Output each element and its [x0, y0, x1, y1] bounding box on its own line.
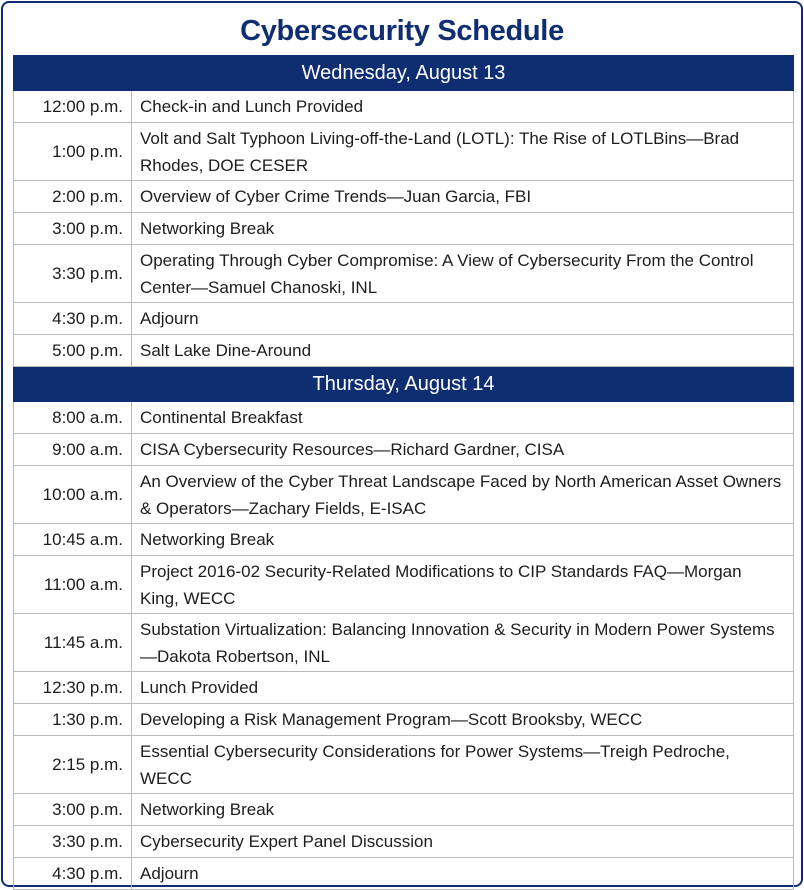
event-time: 2:00 p.m.	[14, 181, 132, 213]
page-title: Cybersecurity Schedule	[240, 15, 564, 47]
event-time: 12:30 p.m.	[14, 672, 132, 704]
event-description: Networking Break	[132, 213, 794, 245]
event-time: 4:30 p.m.	[14, 858, 132, 890]
schedule-row	[14, 402, 794, 434]
schedule-row	[14, 181, 794, 213]
event-description: Lunch Provided	[132, 672, 794, 704]
event-time: 3:30 p.m.	[14, 826, 132, 858]
event-description: Salt Lake Dine-Around	[132, 335, 794, 367]
day-heading: Thursday, August 14	[14, 367, 794, 402]
event-description: Project 2016-02 Security-Related Modifications to CIP Standards FAQ—Morgan King, WECC	[132, 556, 794, 614]
event-time: 3:00 p.m.	[14, 213, 132, 245]
event-description: Substation Virtualization: Balancing Innovation & Security in Modern Power Systems—Dakota Robertson, INL	[132, 614, 794, 672]
event-time: 5:00 p.m.	[14, 335, 132, 367]
schedule-row	[14, 123, 794, 181]
schedule-row	[14, 794, 794, 826]
event-time: 12:00 p.m.	[14, 91, 132, 123]
schedule-row	[14, 672, 794, 704]
event-time: 10:45 a.m.	[14, 524, 132, 556]
schedule-row	[14, 434, 794, 466]
schedule-row	[14, 213, 794, 245]
event-description: Adjourn	[132, 303, 794, 335]
event-description: Continental Breakfast	[132, 402, 794, 434]
event-description: Networking Break	[132, 794, 794, 826]
event-description: Cybersecurity Expert Panel Discussion	[132, 826, 794, 858]
event-time: 8:00 a.m.	[14, 402, 132, 434]
event-time: 10:00 a.m.	[14, 466, 132, 524]
event-description: Adjourn	[132, 858, 794, 890]
day-header-row	[14, 367, 794, 402]
event-description: Overview of Cyber Crime Trends—Juan Garcia, FBI	[132, 181, 794, 213]
schedule-row	[14, 826, 794, 858]
event-description: Volt and Salt Typhoon Living-off-the-Land (LOTL): The Rise of LOTLBins—Brad Rhodes, DOE CESER	[132, 123, 794, 181]
day-header-row	[14, 56, 794, 91]
schedule-row	[14, 614, 794, 672]
schedule-row	[14, 556, 794, 614]
event-time: 2:15 p.m.	[14, 736, 132, 794]
event-description: CISA Cybersecurity Resources—Richard Gardner, CISA	[132, 434, 794, 466]
event-description: Developing a Risk Management Program—Scott Brooksby, WECC	[132, 704, 794, 736]
schedule-row	[14, 736, 794, 794]
event-time: 11:45 a.m.	[14, 614, 132, 672]
schedule-row	[14, 524, 794, 556]
schedule-card	[1, 1, 803, 887]
schedule-row	[14, 303, 794, 335]
event-time: 3:00 p.m.	[14, 794, 132, 826]
event-description: Check-in and Lunch Provided	[132, 91, 794, 123]
event-time: 9:00 a.m.	[14, 434, 132, 466]
event-time: 11:00 a.m.	[14, 556, 132, 614]
schedule-row	[14, 858, 794, 890]
event-time: 1:30 p.m.	[14, 704, 132, 736]
event-description: Operating Through Cyber Compromise: A View of Cybersecurity From the Control Center—Samuel Chanoski, INL	[132, 245, 794, 303]
event-description: Essential Cybersecurity Considerations for Power Systems—Treigh Pedroche, WECC	[132, 736, 794, 794]
event-time: 3:30 p.m.	[14, 245, 132, 303]
schedule-row	[14, 335, 794, 367]
schedule-row	[14, 245, 794, 303]
event-description: Networking Break	[132, 524, 794, 556]
schedule-row	[14, 91, 794, 123]
event-time: 4:30 p.m.	[14, 303, 132, 335]
schedule-table	[13, 55, 794, 890]
schedule-row	[14, 704, 794, 736]
day-heading: Wednesday, August 13	[14, 56, 794, 91]
schedule-row	[14, 466, 794, 524]
event-time: 1:00 p.m.	[14, 123, 132, 181]
event-description: An Overview of the Cyber Threat Landscape Faced by North American Asset Owners & Operators—Zachary Fields, E-ISAC	[132, 466, 794, 524]
